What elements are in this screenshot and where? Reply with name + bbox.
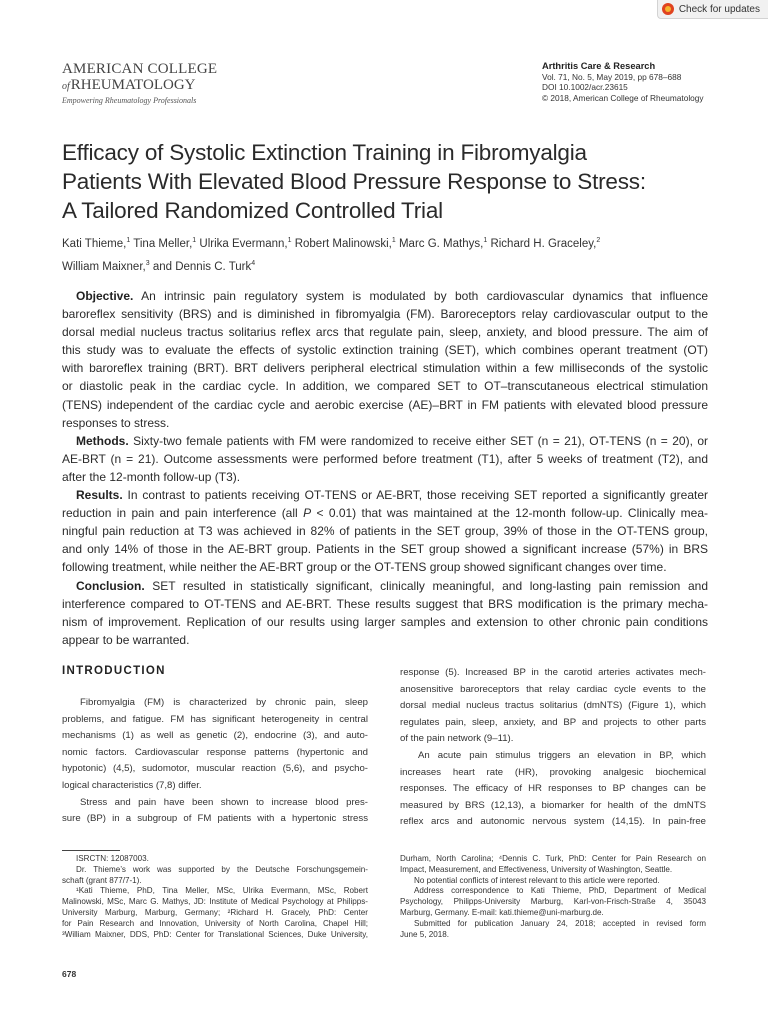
- author-line: [62, 231, 722, 254]
- abstract-line: [62, 305, 708, 323]
- abstract-text: Sixty-two female patients with FM were randomized to receive either SET (n = 21), OT-TENS (n = 20), or: [128, 433, 708, 448]
- logo-line-1: AMERICAN COLLEGE: [62, 61, 218, 77]
- journal-copyright: © 2018, American College of Rheumatology: [542, 92, 704, 103]
- author-name: Kati Thieme,: [62, 237, 127, 250]
- body-text-line: anosensitive baroreceptors that relay cardiac cycle events to the: [400, 683, 706, 695]
- abstract-line: [62, 450, 708, 468]
- article-title: [62, 138, 722, 225]
- body-column-left: [62, 695, 368, 828]
- author-affiliation-mark: 3: [145, 259, 150, 267]
- abstract-text: (TENS) independent of the cardiac cycle and aerobic exercise (AE)–BRT in FM patients with elevated blood pressure: [62, 397, 708, 412]
- footnote-line: ISRCTN: 12087003.: [76, 854, 149, 863]
- abstract-text: following treatment, while neither the AE-BRT group or the OT-TENS group showed significant changes over time.: [62, 560, 667, 575]
- body-text-line: logical characteristics (7,8) differ.: [62, 779, 202, 791]
- abstract-line: [62, 595, 708, 613]
- footnote-rule: [62, 850, 120, 851]
- author-list: [62, 231, 722, 277]
- body-text-line: response (5). Increased BP in the carotid arteries activates mech-: [400, 667, 706, 678]
- abstract-text: dorsal medial nucleus tractus solitarius reflex arcs that regulate pain, sleep, anxiety, and blood pressure. The aim of: [62, 325, 708, 340]
- logo-line-2: [62, 78, 222, 94]
- author-name: Tina Meller,: [133, 237, 193, 250]
- footnote-line: Address correspondence to Kati Thieme, PhD, Department of Medical: [414, 886, 706, 896]
- abstract-text: ningful pain reduction at T3 was achieved in 82% of patients in the SET group, 39% of those in the OT-TENS group,: [62, 524, 708, 539]
- body-text-line: regulates pain, sleep, anxiety, and BP and projects to other parts: [400, 716, 706, 728]
- results-label: Results.: [76, 488, 123, 503]
- journal-info: [542, 61, 704, 103]
- footnote-line: Dr. Thieme’s work was supported by the Deutsche Forschungsgemein-: [76, 864, 368, 874]
- acr-logo: [62, 62, 222, 105]
- check-for-updates-label: Check for updates: [678, 3, 760, 15]
- abstract-text: SET resulted in statistically significant, clinically meaningful, and long-lasting pain remission and: [144, 578, 708, 593]
- abstract-line: [62, 540, 708, 558]
- abstract-text: AE-BRT (n = 21). Outcome assessments were performed before treatment (T1), after 5 weeks of treatment (T2), and: [62, 451, 708, 466]
- title-line: Patients With Elevated Blood Pressure Response to Stress:: [62, 169, 646, 194]
- logo-rheumatology: RHEUMATOLOGY: [70, 77, 196, 93]
- footnote-line: ³William Maixner, DDS, PhD: Center for Translational Sciences, Duke University,: [62, 929, 368, 939]
- abstract-text: interference compared to OT-TENS and AE-BRT. These results suggest that BRS modification is the primary mecha-: [62, 596, 708, 611]
- logo-of: of: [62, 81, 70, 92]
- abstract-text: this study was to evaluate the effects of systolic extinction training (SET), which combines operant treatment (OT): [62, 343, 708, 358]
- abstract-line: [62, 468, 708, 486]
- body-text-line: problems, and fatigue. FM has significant heterogeneity in central: [62, 713, 368, 725]
- abstract-text: nism of improvement. Replication of our results using larger samples and extension to other chronic pain conditions: [62, 614, 708, 629]
- author-name: Robert Malinowski,: [294, 237, 392, 250]
- footnote-line: Psychology, Philipps-University Marburg, Karl-von-Frisch-Straße 4, 35043: [400, 897, 706, 907]
- author-name: Richard H. Graceley,: [490, 237, 597, 250]
- author-name: Marc G. Mathys,: [398, 237, 484, 250]
- footnote-line: Durham, North Carolina; ⁴Dennis C. Turk, PhD: Center for Pain Research on: [400, 854, 706, 863]
- abstract: [62, 287, 708, 649]
- author-affiliation-mark: 1: [483, 237, 488, 244]
- title-line: Efficacy of Systolic Extinction Training in Fibromyalgia: [62, 140, 587, 165]
- abstract-line: [62, 323, 708, 341]
- author-affiliation-mark: 4: [251, 259, 256, 267]
- abstract-text: or diastolic peak in the cardiac cycle. In addition, we compared SET to OT–transcutaneous electrical stimulation: [62, 379, 708, 394]
- footnote-line: for Pain Research and Innovation, University of North Carolina, Chapel Hill;: [62, 918, 368, 928]
- abstract-line: [62, 287, 708, 305]
- author-name: Ulrika Evermann,: [199, 237, 288, 250]
- abstract-text: and only 14% of those in the AE-BRT group. Patients in the SET group showed a significant increase (57%) in BRS: [62, 542, 708, 557]
- author-affiliation-mark: 1: [287, 237, 292, 244]
- check-for-updates-button[interactable]: [657, 0, 768, 19]
- footnote-line: University Marburg, Marburg, Germany; ²Richard H. Gracely, PhD: Center: [62, 907, 368, 917]
- footnotes-left: [62, 854, 368, 940]
- footnote-line: schaft (grant 877/7-1).: [62, 875, 142, 885]
- footnote-line: Impact, Measurement, and Effectiveness, University of Washington, Seattle.: [400, 864, 673, 874]
- abstract-text: after the 12-month follow-up (T3).: [62, 469, 241, 484]
- author-affiliation-mark: 1: [192, 237, 197, 244]
- body-text-line: nomic factors. Cardiovascular response patterns (hypertonic and: [62, 746, 368, 758]
- abstract-text: An intrinsic pain regulatory system is modulated by both cardiovascular dynamics that influence: [133, 289, 708, 303]
- abstract-line: [62, 396, 708, 414]
- author-name: and Dennis C. Turk: [152, 260, 252, 273]
- body-text-line: increases heart rate (HR), provoking analgesic biochemical: [400, 766, 706, 778]
- body-text-line: Stress and pain have been shown to increase blood pres-: [80, 796, 368, 808]
- abstract-line: [62, 432, 708, 450]
- footnote-line: Submitted for publication January 24, 2018; accepted in revised form: [414, 918, 706, 928]
- author-affiliation-mark: 2: [596, 237, 601, 244]
- abstract-text: responses to stress.: [62, 415, 170, 430]
- author-line: [62, 254, 722, 277]
- author-affiliation-mark: 1: [126, 237, 131, 244]
- body-text-line: mechanisms (1) as well as genetic (2), endocrine (3), and auto-: [62, 730, 368, 742]
- footnote-line: June 5, 2018.: [400, 929, 450, 939]
- body-text-line: hypotonic) (4,5), sudomotor, muscular reaction (5,6), and psycho-: [62, 763, 368, 775]
- abstract-line: [62, 414, 708, 432]
- footnote-line: ¹Kati Thieme, PhD, Tina Meller, MSc, Ulrika Evermann, MSc, Robert: [76, 886, 368, 896]
- body-column-right: [400, 665, 706, 831]
- abstract-line: [62, 486, 708, 504]
- abstract-line: [62, 631, 708, 649]
- body-text-line: of the pain network (9–11).: [400, 733, 514, 745]
- crossmark-icon: [662, 3, 674, 15]
- abstract-line: [62, 577, 708, 595]
- abstract-line: [62, 522, 708, 540]
- objective-label: Objective.: [76, 289, 134, 303]
- logo-tagline: Empowering Rheumatology Professionals: [62, 96, 197, 105]
- conclusion-label: Conclusion.: [76, 578, 145, 593]
- body-text-line: An acute pain stimulus triggers an elevation in BP, which: [418, 749, 706, 761]
- abstract-text: baroreflex sensitivity (BRS) and is diminished in fibromyalgia (FM). Baroreceptors relay cardiovascular output to the: [62, 307, 708, 322]
- journal-name: Arthritis Care & Research: [542, 61, 656, 71]
- journal-volume: Vol. 71, No. 5, May 2019, pp 678–688: [542, 72, 682, 82]
- page-number: 678: [62, 969, 77, 979]
- author-name: William Maixner,: [62, 260, 146, 273]
- abstract-line: [62, 504, 708, 522]
- footnotes-right: [400, 854, 706, 940]
- journal-doi: DOI 10.1002/acr.23615: [542, 82, 628, 93]
- abstract-line: [62, 377, 708, 395]
- abstract-text: appear to be warranted.: [62, 632, 190, 647]
- footnote-line: Marburg, Germany. E-mail: kati.thieme@uni-marburg.de.: [400, 907, 604, 917]
- introduction-heading: INTRODUCTION: [62, 665, 166, 677]
- abstract-text: reduction in pain and pain interference (all P < 0.01) that was maintained at the 12-month follow-up. Clinically mea-: [62, 506, 708, 521]
- footnote-line: Malinowski, MSc, Marc G. Mathys, JD: Institute of Medical Psychology at Philipps-: [62, 897, 368, 907]
- title-line: A Tailored Randomized Controlled Trial: [62, 198, 443, 223]
- abstract-line: [62, 558, 708, 576]
- methods-label: Methods.: [76, 433, 129, 448]
- body-text-line: dorsal medial nucleus tractus solitarius (dmNTS) (Figure 1), which: [400, 700, 706, 712]
- abstract-text: with baroreflex training (BRT). BRT delivers peripheral electrical stimulation within a few milliseconds of the systolic: [62, 361, 708, 376]
- author-affiliation-mark: 1: [391, 237, 396, 244]
- footnote-line: No potential conflicts of interest relevant to this article were reported.: [414, 875, 660, 885]
- abstract-line: [62, 341, 708, 359]
- abstract-line: [62, 613, 708, 631]
- body-text-line: sure (BP) in a subgroup of FM patients with a hypertonic stress: [62, 813, 368, 825]
- body-text-line: Fibromyalgia (FM) is characterized by chronic pain, sleep: [80, 697, 368, 708]
- abstract-line: [62, 359, 708, 377]
- body-text-line: responses. The efficacy of HR responses to BP changes can be: [400, 783, 706, 795]
- abstract-text: In contrast to patients receiving OT-TENS or AE-BRT, those receiving SET reported a significantly greater: [122, 488, 708, 503]
- body-text-line: reflex arcs and autonomic nervous system (14,15). In pain-free: [400, 816, 706, 828]
- body-text-line: measured by BRS (12,13), a biomarker for health of the dmNTS: [400, 799, 706, 811]
